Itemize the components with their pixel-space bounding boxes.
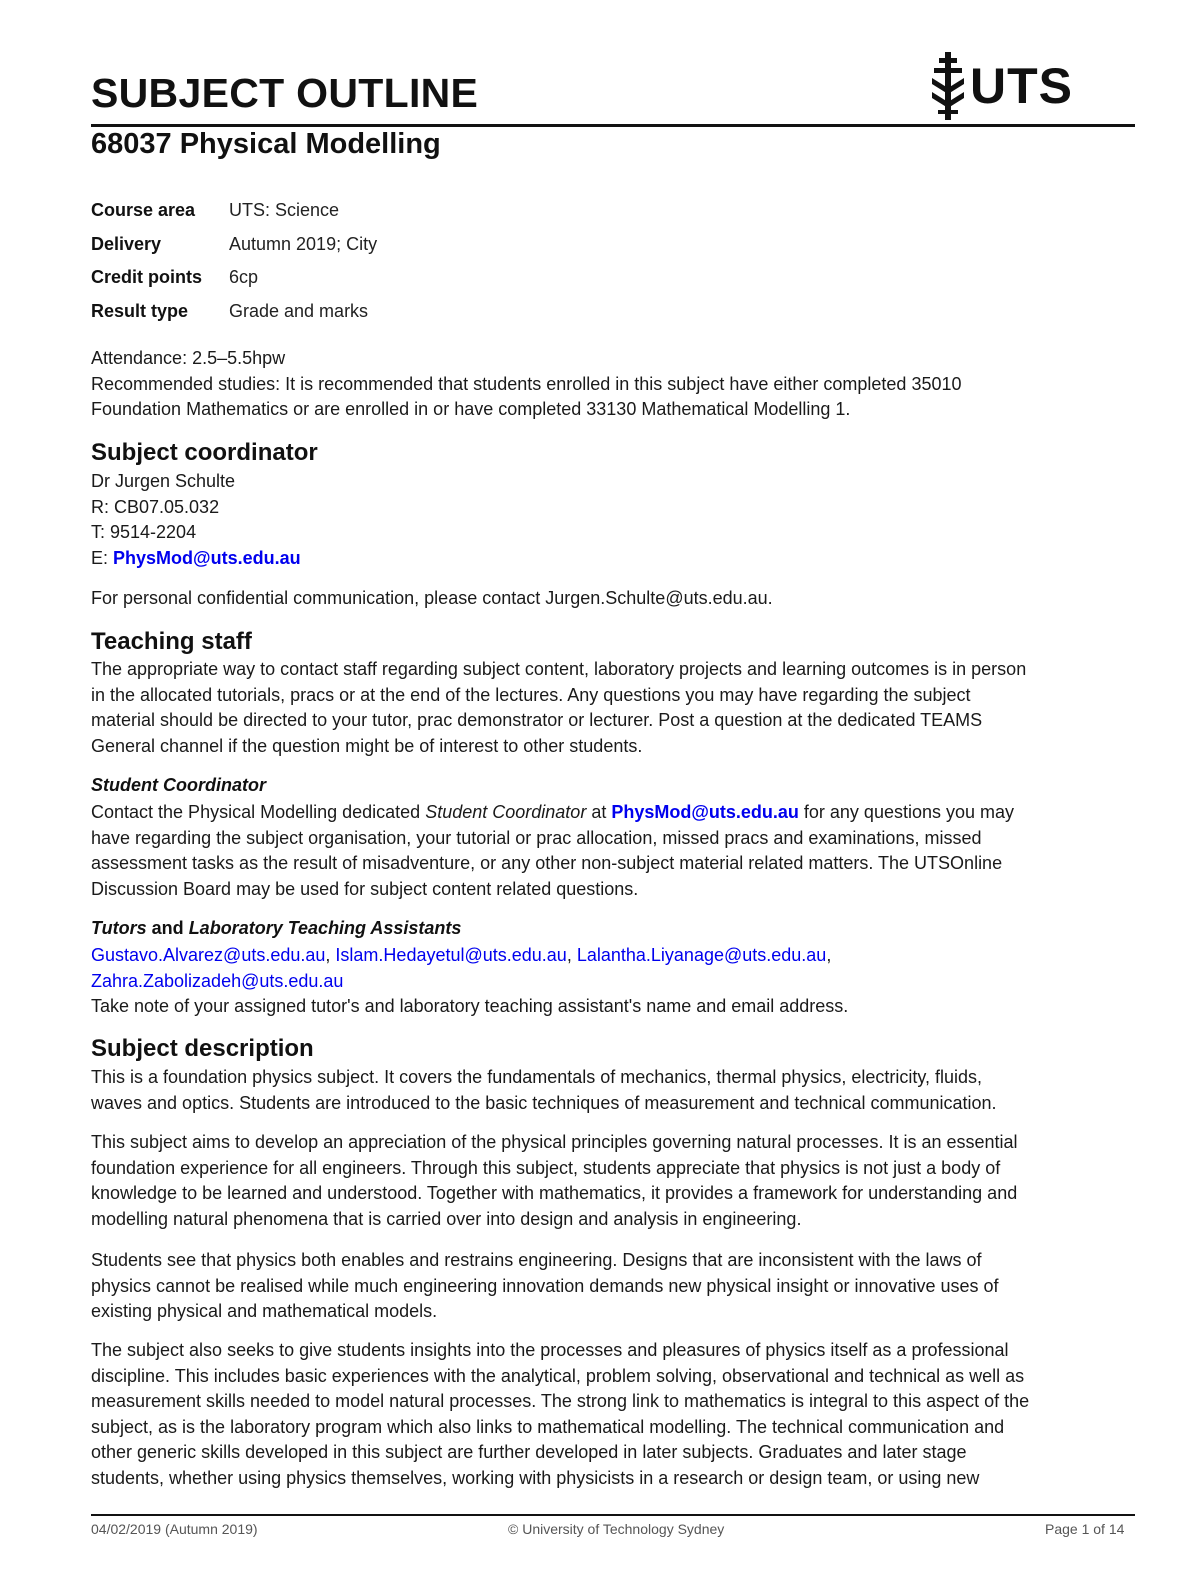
paragraph-line: existing physical and mathematical models. bbox=[91, 1301, 438, 1322]
recommended-studies-line: Foundation Mathematics or are enrolled in or have completed 33130 Mathematical Modelling 1. bbox=[91, 399, 851, 420]
coordinator-heading: Subject coordinator bbox=[91, 439, 318, 466]
text-run-emphasis: Student Coordinator bbox=[425, 802, 587, 822]
description-paragraph bbox=[91, 1065, 1131, 1116]
coordinator-phone: T: 9514-2204 bbox=[91, 522, 197, 543]
meta-row bbox=[91, 261, 377, 295]
paragraph-line: Students see that physics both enables and restrains engineering. Designs that are inconsistent with the laws of bbox=[91, 1250, 982, 1270]
meta-value: Autumn 2019; City bbox=[229, 233, 378, 254]
paragraph-line: other generic skills developed in this subject are further developed in later subjects. Graduates and later stage bbox=[91, 1442, 967, 1463]
coordinator-room: R: CB07.05.032 bbox=[91, 496, 220, 517]
paragraph-line bbox=[91, 800, 1131, 826]
text-run: for any questions you may bbox=[798, 802, 1015, 822]
paragraph-line: physics cannot be realised while much engineering innovation demands new physical insight or innovative uses of bbox=[91, 1275, 999, 1296]
email-prefix: E: bbox=[91, 547, 114, 568]
paragraph-line: This is a foundation physics subject. It covers the fundamentals of mechanics, thermal physics, electricity, fluids, bbox=[91, 1067, 983, 1087]
paragraph-line: in the allocated tutorials, pracs or at the end of the lectures. Any questions you may have regarding the subject bbox=[91, 684, 971, 705]
subject-meta-table bbox=[91, 194, 377, 328]
teaching-staff-heading: Teaching staff bbox=[91, 628, 252, 655]
intro-section bbox=[91, 346, 1131, 423]
paragraph-line: subject, as is the laboratory program which also links to mathematical modelling. The technical communication and bbox=[91, 1416, 1005, 1437]
meta-label: Result type bbox=[91, 300, 189, 321]
coordinator-name: Dr Jurgen Schulte bbox=[91, 471, 236, 491]
meta-label: Course area bbox=[91, 200, 196, 221]
paragraph-line: The appropriate way to contact staff regarding subject content, laboratory projects and learning outcomes is in person bbox=[91, 659, 1027, 679]
teaching-staff-paragraph bbox=[91, 657, 1131, 759]
tutor-emails-line bbox=[91, 969, 1131, 995]
text-run: Laboratory Teaching Assistants bbox=[188, 918, 462, 938]
meta-row bbox=[91, 228, 377, 262]
description-paragraph bbox=[91, 1130, 1131, 1232]
paragraph-line: modelling natural phenomena that is carried over into design and analysis in engineering. bbox=[91, 1208, 802, 1229]
separator: , bbox=[566, 945, 577, 965]
attendance-text: Attendance: 2.5–5.5hpw bbox=[91, 348, 286, 368]
paragraph-line: General channel if the question might be of interest to other students. bbox=[91, 735, 643, 756]
text-run: Tutors bbox=[91, 918, 147, 938]
recommended-studies-line: Recommended studies: It is recommended that students enrolled in this subject have either completed 35010 bbox=[91, 373, 962, 394]
meta-value: Grade and marks bbox=[229, 300, 369, 321]
footer-rule bbox=[91, 1514, 1135, 1516]
paragraph-line: This subject aims to develop an appreciation of the physical principles governing natural processes. It is an essential bbox=[91, 1132, 1018, 1152]
uts-logo bbox=[930, 50, 1100, 122]
tutor-email-link[interactable]: Islam.Hedayetul@uts.edu.au bbox=[335, 945, 567, 965]
meta-row bbox=[91, 295, 377, 329]
paragraph-line: material should be directed to your tutor, prac demonstrator or lecturer. Post a question at the dedicated TEAMS bbox=[91, 710, 983, 731]
meta-label: Delivery bbox=[91, 233, 162, 254]
student-coordinator-email-link[interactable]: PhysMod@uts.edu.au bbox=[611, 802, 799, 822]
header-rule bbox=[91, 124, 1135, 127]
student-coordinator-paragraph bbox=[91, 800, 1131, 902]
paragraph-line: The subject also seeks to give students insights into the processes and pleasures of physics itself as a professional bbox=[91, 1340, 1009, 1360]
description-paragraph bbox=[91, 1338, 1131, 1492]
text-run: at bbox=[586, 802, 612, 822]
tutor-email-link[interactable]: Lalantha.Liyanage@uts.edu.au bbox=[576, 945, 827, 965]
uts-crest-icon bbox=[930, 52, 966, 120]
coordinator-email-line bbox=[91, 546, 1131, 572]
separator: , bbox=[325, 945, 336, 965]
tutors-heading bbox=[91, 918, 461, 939]
text-run: and bbox=[146, 918, 189, 938]
tutors-note: Take note of your assigned tutor's and laboratory teaching assistant's name and email address. bbox=[91, 996, 849, 1017]
paragraph-line: have regarding the subject organisation, your tutorial or prac allocation, missed pracs and examinations, missed bbox=[91, 827, 982, 848]
text-run: Contact the Physical Modelling dedicated bbox=[91, 802, 426, 822]
subject-description-heading: Subject description bbox=[91, 1035, 314, 1062]
footer-date: 04/02/2019 (Autumn 2019) bbox=[91, 1521, 258, 1537]
meta-value: 6cp bbox=[229, 267, 259, 288]
meta-label: Credit points bbox=[91, 267, 202, 288]
paragraph-line: knowledge to be learned and understood. Together with mathematics, it provides a framework for understanding and bbox=[91, 1183, 1018, 1204]
tutor-email-link[interactable]: Zahra.Zabolizadeh@uts.edu.au bbox=[91, 970, 344, 991]
paragraph-line: students, whether using physics themselves, working with physicists in a research or design team, or using new bbox=[91, 1467, 980, 1488]
uts-logo-text: UTS bbox=[970, 58, 1073, 114]
tutor-email-link[interactable]: Gustavo.Alvarez@uts.edu.au bbox=[91, 945, 326, 965]
paragraph-line: foundation experience for all engineers. Through this subject, students appreciate that physics is not just a body of bbox=[91, 1157, 1001, 1178]
paragraph-line: discipline. This includes basic experiences with the analytical, problem solving, observational and technical as well as bbox=[91, 1365, 1025, 1386]
footer-page-number: Page 1 of 14 bbox=[1045, 1521, 1125, 1537]
paragraph-line: waves and optics. Students are introduced to the basic techniques of measurement and technical communication. bbox=[91, 1092, 997, 1113]
confidential-text: For personal confidential communication, please contact Jurgen.Schulte@uts.edu.au. bbox=[91, 588, 773, 608]
document-title: SUBJECT OUTLINE bbox=[91, 70, 479, 116]
tutor-emails-line bbox=[91, 943, 1131, 969]
description-paragraph bbox=[91, 1248, 1131, 1325]
separator: , bbox=[826, 945, 832, 965]
meta-value: UTS: Science bbox=[229, 200, 340, 221]
coordinator-email-link[interactable]: PhysMod@uts.edu.au bbox=[113, 547, 301, 568]
coordinator-details bbox=[91, 469, 1131, 571]
subject-title: 68037 Physical Modelling bbox=[91, 128, 441, 160]
paragraph-line: measurement skills needed to model natural processes. The strong link to mathematics is integral to this aspect of the bbox=[91, 1391, 1030, 1412]
paragraph-line: Discussion Board may be used for subject content related questions. bbox=[91, 878, 639, 899]
confidential-note bbox=[91, 586, 1131, 612]
paragraph-line: assessment tasks as the result of misadventure, or any other non-subject material related matters. The UTSOnline bbox=[91, 853, 1003, 874]
footer-copyright: © University of Technology Sydney bbox=[508, 1521, 725, 1537]
student-coordinator-heading: Student Coordinator bbox=[91, 775, 266, 795]
meta-row bbox=[91, 194, 377, 228]
tutors-list bbox=[91, 943, 1131, 1020]
